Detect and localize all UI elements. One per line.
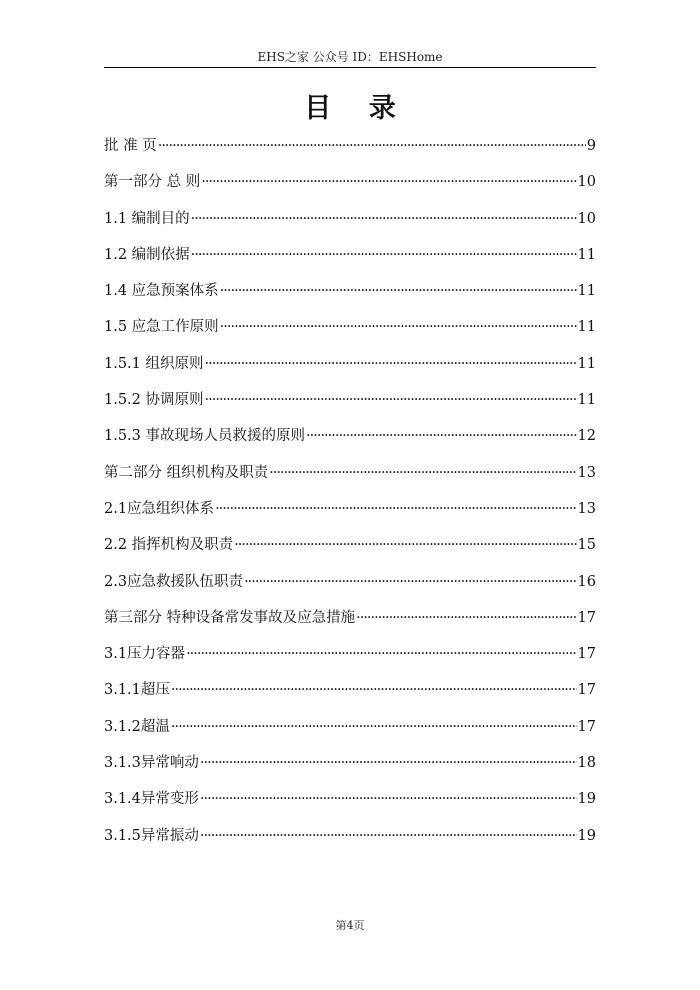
- toc-leader-dots: [201, 174, 576, 190]
- toc-entry-label: 第二部分 组织机构及职责: [104, 464, 269, 481]
- toc-entry-page: 10: [577, 174, 596, 191]
- toc-leader-dots: [200, 755, 577, 771]
- toc-entry-label: 1.5 应急工作原则: [104, 319, 219, 336]
- toc-entry[interactable]: [104, 533, 596, 569]
- toc-entry-label: 第三部分 特种设备常发事故及应急措施: [104, 609, 356, 626]
- toc-entry-label: 1.5.1 组织原则: [104, 355, 204, 372]
- toc-entry-label: 批 准 页: [104, 138, 157, 154]
- toc-entry[interactable]: [104, 678, 596, 714]
- toc-entry-page: 9: [586, 138, 596, 154]
- toc-entry[interactable]: [104, 388, 596, 424]
- toc-entry[interactable]: [104, 352, 596, 388]
- toc-entry-page: 11: [577, 283, 596, 300]
- toc-leader-dots: [171, 719, 577, 735]
- toc-entry-page: 17: [577, 682, 596, 699]
- toc-leader-dots: [205, 392, 577, 408]
- toc-leader-dots: [186, 646, 576, 662]
- toc-entry-label: 3.1.2超温: [104, 718, 170, 735]
- page-title: 目 录: [304, 93, 410, 124]
- toc-leader-dots: [158, 138, 586, 154]
- page-header: EHS之家 公众号 ID：EHSHome: [257, 50, 443, 64]
- toc-leader-dots: [220, 319, 577, 335]
- toc-entry[interactable]: [104, 315, 596, 351]
- toc-entry-page: 17: [577, 609, 596, 626]
- toc-entry-label: 1.2 编制依据: [104, 246, 190, 263]
- toc-entry-label: 3.1.3异常响动: [104, 755, 199, 772]
- toc-entry-page: 17: [577, 646, 596, 663]
- toc-entry[interactable]: [104, 243, 596, 279]
- toc-entry-page: 18: [577, 755, 596, 772]
- toc-entry[interactable]: [104, 570, 596, 606]
- toc-entry[interactable]: [104, 207, 596, 243]
- toc-entry[interactable]: [104, 606, 596, 642]
- toc-leader-dots: [220, 283, 577, 299]
- toc-entry[interactable]: [104, 279, 596, 315]
- toc-leader-dots: [234, 537, 576, 553]
- toc-leader-dots: [191, 211, 577, 227]
- toc-entry-label: 3.1.1超压: [104, 682, 170, 699]
- toc-entry[interactable]: [104, 134, 596, 170]
- toc-entry[interactable]: [104, 461, 596, 497]
- toc-leader-dots: [356, 610, 576, 626]
- toc-entry[interactable]: [104, 170, 596, 206]
- toc-entry-page: 11: [577, 355, 596, 372]
- toc-entry-label: 1.5.2 协调原则: [104, 392, 204, 409]
- toc-entry-page: 17: [577, 718, 596, 735]
- toc-entry-label: 2.3应急救援队伍职责: [104, 573, 244, 590]
- toc-entry[interactable]: [104, 751, 596, 787]
- toc-entry-page: 19: [577, 827, 596, 844]
- toc-entry-page: 10: [577, 210, 596, 227]
- toc-leader-dots: [171, 682, 577, 698]
- toc-leader-dots: [205, 356, 577, 372]
- toc-entry-label: 第一部分 总 则: [104, 174, 201, 191]
- toc-leader-dots: [269, 465, 576, 481]
- toc-entry-page: 12: [577, 428, 596, 445]
- toc-leader-dots: [306, 428, 577, 444]
- toc-leader-dots: [244, 574, 576, 590]
- toc-entry-label: 2.2 指挥机构及职责: [104, 537, 234, 554]
- toc-entry[interactable]: [104, 715, 596, 751]
- toc-entry-page: 19: [577, 791, 596, 808]
- toc-entry-page: 13: [577, 500, 596, 517]
- toc-entry-label: 1.4 应急预案体系: [104, 283, 219, 300]
- toc-entry-page: 15: [577, 537, 596, 554]
- toc-entry-label: 3.1.4异常变形: [104, 791, 199, 808]
- toc-entry[interactable]: [104, 787, 596, 823]
- toc-entry-page: 11: [577, 392, 596, 409]
- toc-entry-label: 1.5.3 事故现场人员救援的原则: [104, 428, 306, 445]
- toc-entry-label: 3.1压力容器: [104, 646, 186, 663]
- toc-entry[interactable]: [104, 824, 596, 860]
- toc-leader-dots: [215, 501, 576, 517]
- toc-entry-page: 13: [577, 464, 596, 481]
- page-number: 第4页: [335, 919, 365, 932]
- toc-entry-label: 1.1 编制目的: [104, 210, 190, 227]
- toc-entry-page: 11: [577, 319, 596, 336]
- toc-leader-dots: [200, 791, 577, 807]
- toc-entry[interactable]: [104, 497, 596, 533]
- toc-leader-dots: [191, 247, 577, 263]
- toc-entry[interactable]: [104, 424, 596, 460]
- table-of-contents: [104, 134, 596, 860]
- toc-entry[interactable]: [104, 642, 596, 678]
- toc-entry-label: 2.1应急组织体系: [104, 500, 215, 517]
- toc-entry-page: 11: [577, 246, 596, 263]
- toc-entry-label: 3.1.5异常振动: [104, 827, 199, 844]
- toc-leader-dots: [200, 828, 577, 844]
- header-rule: [104, 67, 596, 68]
- toc-entry-page: 16: [577, 573, 596, 590]
